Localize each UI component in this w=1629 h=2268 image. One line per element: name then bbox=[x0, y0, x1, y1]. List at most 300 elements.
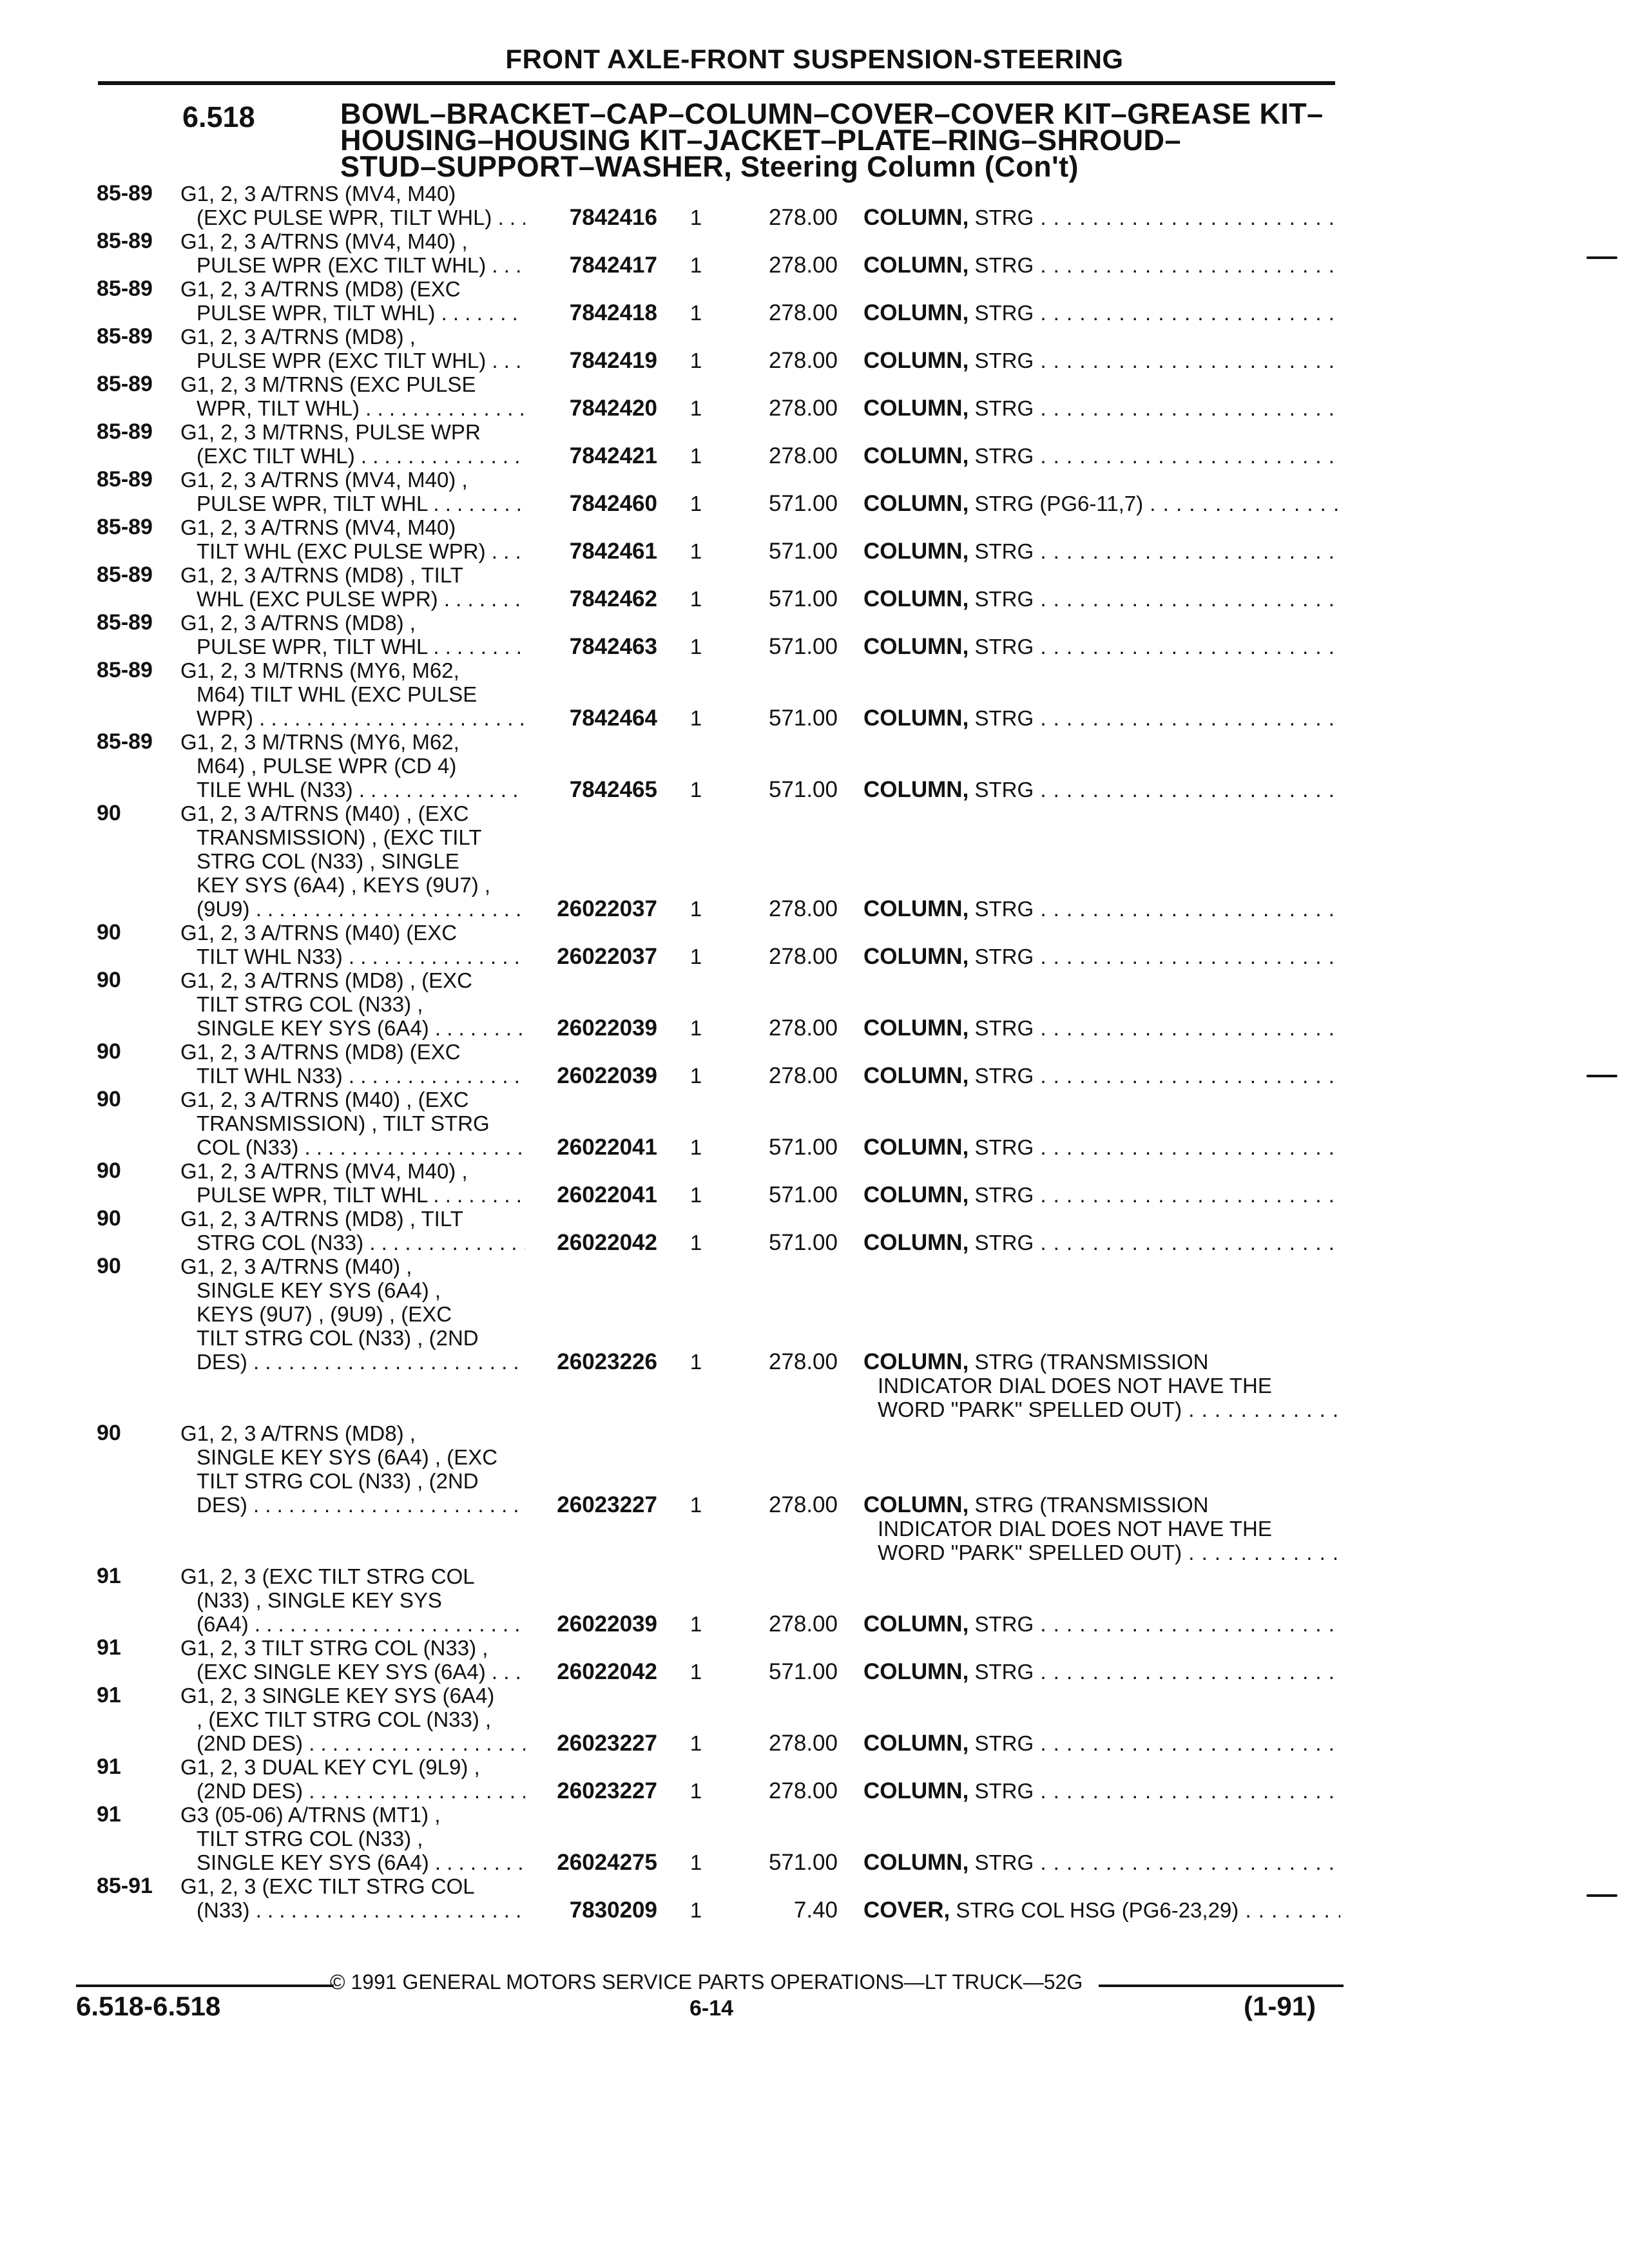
usage-line bbox=[0, 468, 1629, 492]
part-name: COLUMN, bbox=[863, 444, 969, 468]
description-line bbox=[863, 253, 1340, 277]
price: 278.00 bbox=[768, 443, 838, 468]
part-description bbox=[863, 349, 1340, 372]
quantity: 1 bbox=[689, 1016, 702, 1040]
part-description bbox=[863, 1231, 1340, 1254]
part-number: 26022037 bbox=[557, 896, 657, 921]
description-line bbox=[863, 396, 1340, 420]
usage-line bbox=[0, 802, 1629, 825]
part-name: COLUMN, bbox=[863, 253, 969, 277]
usage-text: SINGLE KEY SYS (6A4) , bbox=[197, 1278, 441, 1302]
description-line bbox=[863, 1183, 1340, 1207]
price: 571.00 bbox=[768, 777, 838, 802]
section-title-line: HOUSING–HOUSING KIT–JACKET–PLATE–RING–SHROUD– bbox=[340, 124, 1181, 157]
usage-text: (9U9) . . . bbox=[197, 897, 525, 921]
description-line bbox=[863, 1517, 1340, 1541]
price: 278.00 bbox=[768, 1778, 838, 1803]
usage-text: (2ND DES) . . . bbox=[197, 1731, 525, 1755]
description-line bbox=[863, 635, 1340, 658]
description-line bbox=[863, 1493, 1340, 1517]
description-text: STRG bbox=[974, 706, 1034, 730]
price: 278.00 bbox=[768, 205, 838, 230]
quantity: 1 bbox=[689, 635, 702, 658]
usage-line bbox=[0, 1040, 1629, 1064]
usage-line bbox=[0, 1326, 1629, 1350]
usage-line bbox=[0, 1874, 1629, 1898]
part-number: 7842460 bbox=[569, 491, 657, 516]
usage-text: DES) . . . bbox=[197, 1493, 525, 1517]
description-line bbox=[863, 539, 1340, 563]
part-name: COLUMN, bbox=[863, 897, 969, 921]
model-year: 91 bbox=[97, 1754, 121, 1779]
part-number: 26022041 bbox=[557, 1135, 657, 1160]
usage-line bbox=[0, 1803, 1629, 1827]
quantity: 1 bbox=[689, 1850, 702, 1874]
part-number: 7842465 bbox=[569, 777, 657, 802]
part-name: COLUMN, bbox=[863, 1016, 969, 1040]
part-name: COLUMN, bbox=[863, 706, 969, 730]
usage-line bbox=[0, 325, 1629, 349]
usage-text: (6A4) . . . bbox=[197, 1612, 525, 1636]
usage-text: G1, 2, 3 TILT STRG COL (N33) , bbox=[180, 1636, 488, 1660]
model-year: 85-89 bbox=[97, 181, 153, 206]
description-line bbox=[863, 1731, 1340, 1755]
usage-text: G1, 2, 3 M/TRNS (MY6, M62, bbox=[180, 730, 459, 754]
description-line bbox=[863, 1898, 1340, 1922]
part-description bbox=[863, 587, 1340, 611]
quantity: 1 bbox=[689, 1898, 702, 1922]
quantity: 1 bbox=[689, 301, 702, 325]
model-year: 90 bbox=[97, 1087, 121, 1111]
model-year: 85-89 bbox=[97, 324, 153, 349]
usage-text: (EXC SINGLE KEY SYS (6A4) . . . bbox=[197, 1660, 525, 1684]
part-name: COLUMN, bbox=[863, 1493, 969, 1517]
part-name: COLUMN, bbox=[863, 945, 969, 968]
part-entry bbox=[0, 515, 1629, 563]
part-entry bbox=[0, 182, 1629, 229]
usage-text: G3 (05-06) A/TRNS (MT1) , bbox=[180, 1803, 441, 1827]
usage-text: G1, 2, 3 A/TRNS (M40) , (EXC bbox=[180, 802, 469, 825]
section-title-line: BOWL–BRACKET–CAP–COLUMN–COVER–COVER KIT–GREASE KIT– bbox=[340, 97, 1324, 130]
part-description bbox=[863, 945, 1340, 968]
quantity: 1 bbox=[689, 1731, 702, 1755]
part-name: COLUMN, bbox=[863, 396, 969, 420]
description-line bbox=[863, 1135, 1340, 1159]
description-text: INDICATOR DIAL DOES NOT HAVE THE bbox=[878, 1517, 1272, 1541]
part-name: COLUMN, bbox=[863, 492, 969, 515]
usage-text: STRG COL (N33) , SINGLE bbox=[197, 849, 459, 873]
spacer-line bbox=[0, 1517, 1629, 1541]
usage-text: M64) , PULSE WPR (CD 4) bbox=[197, 754, 457, 778]
part-description bbox=[863, 539, 1340, 563]
section-title bbox=[340, 97, 1345, 183]
usage-text: TRANSMISSION) , (EXC TILT bbox=[197, 825, 482, 849]
part-number: 26022037 bbox=[557, 944, 657, 969]
usage-line bbox=[0, 825, 1629, 849]
description-line bbox=[863, 1350, 1340, 1374]
usage-text: G1, 2, 3 DUAL KEY CYL (9L9) , bbox=[180, 1755, 480, 1779]
usage-text: G1, 2, 3 A/TRNS (MV4, M40) bbox=[180, 182, 456, 206]
part-name: COLUMN, bbox=[863, 778, 969, 802]
part-number: 7842419 bbox=[569, 348, 657, 373]
description-line bbox=[863, 1541, 1340, 1564]
part-number: 26023226 bbox=[557, 1349, 657, 1374]
quantity: 1 bbox=[689, 897, 702, 921]
usage-text: TILT STRG COL (N33) , bbox=[197, 1827, 423, 1850]
top-rule bbox=[98, 81, 1335, 85]
usage-line bbox=[0, 1254, 1629, 1278]
description-line bbox=[863, 444, 1340, 468]
description-text: STRG bbox=[974, 1850, 1034, 1874]
usage-text: TRANSMISSION) , TILT STRG bbox=[197, 1111, 490, 1135]
part-name: COLUMN, bbox=[863, 206, 969, 229]
part-entry bbox=[0, 229, 1629, 277]
usage-line bbox=[0, 563, 1629, 587]
part-entry bbox=[0, 1874, 1629, 1922]
section-number: 6.518 bbox=[182, 101, 255, 133]
model-year: 85-89 bbox=[97, 276, 153, 301]
part-entry bbox=[0, 968, 1629, 1040]
description-line bbox=[863, 706, 1340, 730]
description-text: STRG bbox=[974, 1612, 1034, 1636]
model-year: 90 bbox=[97, 1421, 121, 1445]
quantity: 1 bbox=[689, 1612, 702, 1636]
part-description bbox=[863, 1135, 1340, 1159]
model-year: 85-89 bbox=[97, 229, 153, 253]
footer-revision: (1-91) bbox=[1244, 1991, 1316, 2021]
usage-text: COL (N33) . . . bbox=[197, 1135, 525, 1159]
quantity: 1 bbox=[689, 1231, 702, 1254]
usage-line bbox=[0, 420, 1629, 444]
part-name: COLUMN, bbox=[863, 1660, 969, 1684]
part-number: 26022039 bbox=[557, 1063, 657, 1088]
part-number: 26022042 bbox=[557, 1230, 657, 1255]
part-description bbox=[863, 301, 1340, 325]
part-number: 7842420 bbox=[569, 396, 657, 421]
model-year: 85-89 bbox=[97, 467, 153, 492]
part-number: 7842421 bbox=[569, 443, 657, 468]
description-text: STRG (PG6-11,7) bbox=[974, 492, 1144, 515]
usage-text: G1, 2, 3 A/TRNS (MD8) , bbox=[180, 325, 416, 349]
description-text: STRG bbox=[974, 945, 1034, 968]
price: 571.00 bbox=[768, 1135, 838, 1160]
description-line bbox=[863, 1850, 1340, 1874]
usage-text: G1, 2, 3 A/TRNS (MD8) (EXC bbox=[180, 277, 461, 301]
usage-line bbox=[0, 277, 1629, 301]
part-entry bbox=[0, 1421, 1629, 1564]
usage-line bbox=[0, 658, 1629, 682]
price: 278.00 bbox=[768, 1492, 838, 1517]
usage-text: G1, 2, 3 M/TRNS (EXC PULSE bbox=[180, 372, 476, 396]
price: 278.00 bbox=[768, 396, 838, 421]
quantity: 1 bbox=[689, 706, 702, 730]
description-line bbox=[863, 1374, 1340, 1398]
price: 571.00 bbox=[768, 1182, 838, 1207]
description-line bbox=[863, 1779, 1340, 1803]
description-text: STRG bbox=[974, 1731, 1034, 1755]
part-name: COLUMN, bbox=[863, 1231, 969, 1254]
usage-text: PULSE WPR, TILT WHL . . . bbox=[197, 492, 525, 515]
description-line bbox=[863, 349, 1340, 372]
description-line bbox=[863, 1016, 1340, 1040]
part-entry bbox=[0, 325, 1629, 372]
margin-tick bbox=[1586, 1075, 1617, 1077]
model-year: 90 bbox=[97, 920, 121, 945]
part-description bbox=[863, 897, 1340, 921]
usage-line bbox=[0, 515, 1629, 539]
quantity: 1 bbox=[689, 1183, 702, 1207]
part-description bbox=[863, 1898, 1340, 1922]
usage-line bbox=[0, 730, 1629, 754]
usage-line bbox=[0, 682, 1629, 706]
description-line bbox=[863, 492, 1340, 515]
part-entry bbox=[0, 1207, 1629, 1254]
usage-line bbox=[0, 1207, 1629, 1231]
part-number: 7842461 bbox=[569, 539, 657, 564]
price: 278.00 bbox=[768, 1611, 838, 1637]
part-description bbox=[863, 396, 1340, 420]
usage-text: TILT WHL N33) . . . bbox=[197, 945, 525, 968]
description-line bbox=[863, 301, 1340, 325]
description-text: WORD "PARK" SPELLED OUT) bbox=[878, 1398, 1182, 1421]
price: 571.00 bbox=[768, 634, 838, 659]
footer-section-range: 6.518-6.518 bbox=[76, 1991, 221, 2021]
model-year: 85-89 bbox=[97, 419, 153, 444]
usage-line bbox=[0, 1159, 1629, 1183]
part-description bbox=[863, 1350, 1340, 1421]
usage-text: PULSE WPR (EXC TILT WHL) . . . bbox=[197, 349, 525, 372]
part-entry bbox=[0, 563, 1629, 611]
quantity: 1 bbox=[689, 206, 702, 229]
part-description bbox=[863, 444, 1340, 468]
usage-line bbox=[0, 921, 1629, 945]
margin-tick bbox=[1586, 1894, 1617, 1897]
margin-tick bbox=[1586, 256, 1617, 259]
price: 571.00 bbox=[768, 1230, 838, 1255]
description-line bbox=[863, 897, 1340, 921]
part-entry bbox=[0, 1636, 1629, 1684]
part-name: COVER, bbox=[863, 1898, 950, 1922]
price: 571.00 bbox=[768, 706, 838, 731]
quantity: 1 bbox=[689, 253, 702, 277]
usage-text: G1, 2, 3 A/TRNS (MD8) , TILT bbox=[180, 1207, 463, 1231]
description-text: STRG bbox=[974, 778, 1034, 802]
usage-text: SINGLE KEY SYS (6A4) . . . bbox=[197, 1016, 525, 1040]
usage-text: G1, 2, 3 A/TRNS (M40) , (EXC bbox=[180, 1088, 469, 1111]
description-line bbox=[863, 778, 1340, 802]
part-number: 7842462 bbox=[569, 586, 657, 611]
description-text: STRG (TRANSMISSION bbox=[974, 1350, 1209, 1374]
model-year: 85-89 bbox=[97, 610, 153, 635]
usage-text: PULSE WPR, TILT WHL . . . bbox=[197, 1183, 525, 1207]
description-text: STRG bbox=[974, 897, 1034, 921]
model-year: 85-89 bbox=[97, 372, 153, 396]
price: 571.00 bbox=[768, 1659, 838, 1684]
usage-text: G1, 2, 3 A/TRNS (MD8) , bbox=[180, 1421, 416, 1445]
quantity: 1 bbox=[689, 778, 702, 802]
usage-text: G1, 2, 3 A/TRNS (MV4, M40) , bbox=[180, 468, 468, 492]
part-description bbox=[863, 1660, 1340, 1684]
usage-text: KEYS (9U7) , (9U9) , (EXC bbox=[197, 1302, 452, 1326]
quantity: 1 bbox=[689, 945, 702, 968]
usage-text: G1, 2, 3 A/TRNS (MD8) (EXC bbox=[180, 1040, 461, 1064]
part-number: 26024275 bbox=[557, 1850, 657, 1875]
usage-text: G1, 2, 3 A/TRNS (MV4, M40) , bbox=[180, 1159, 468, 1183]
usage-text: TILT STRG COL (N33) , (2ND bbox=[197, 1326, 479, 1350]
model-year: 90 bbox=[97, 1206, 121, 1231]
price: 278.00 bbox=[768, 1731, 838, 1756]
usage-text: G1, 2, 3 A/TRNS (MD8) , bbox=[180, 611, 416, 635]
usage-line bbox=[0, 611, 1629, 635]
part-number: 26022041 bbox=[557, 1182, 657, 1207]
part-description bbox=[863, 635, 1340, 658]
description-text: STRG (TRANSMISSION bbox=[974, 1493, 1209, 1517]
model-year: 85-89 bbox=[97, 515, 153, 539]
model-year: 85-91 bbox=[97, 1874, 153, 1898]
section-title-line: STUD–SUPPORT–WASHER, Steering Column (Con't) bbox=[340, 150, 1079, 183]
price: 278.00 bbox=[768, 1063, 838, 1088]
part-entry bbox=[0, 1040, 1629, 1088]
description-text: STRG bbox=[974, 206, 1034, 229]
part-name: COLUMN, bbox=[863, 635, 969, 658]
part-number: 7842416 bbox=[569, 205, 657, 230]
quantity: 1 bbox=[689, 1135, 702, 1159]
part-description bbox=[863, 1779, 1340, 1803]
description-text: STRG bbox=[974, 1779, 1034, 1803]
spacer-line bbox=[0, 1541, 1629, 1564]
description-line bbox=[863, 945, 1340, 968]
usage-text: G1, 2, 3 A/TRNS (M40) , bbox=[180, 1254, 412, 1278]
description-text: STRG bbox=[974, 1135, 1034, 1159]
description-text: STRG bbox=[974, 587, 1034, 611]
price: 278.00 bbox=[768, 896, 838, 921]
usage-text: G1, 2, 3 A/TRNS (MV4, M40) bbox=[180, 515, 456, 539]
description-text: STRG bbox=[974, 444, 1034, 468]
model-year: 91 bbox=[97, 1564, 121, 1588]
parts-list bbox=[0, 182, 1629, 1922]
part-entry bbox=[0, 1684, 1629, 1755]
part-description bbox=[863, 1016, 1340, 1040]
description-text: STRG bbox=[974, 1064, 1034, 1088]
usage-text: SINGLE KEY SYS (6A4) . . . bbox=[197, 1850, 525, 1874]
part-name: COLUMN, bbox=[863, 301, 969, 325]
usage-line bbox=[0, 182, 1629, 206]
usage-text: G1, 2, 3 A/TRNS (M40) (EXC bbox=[180, 921, 458, 945]
part-description bbox=[863, 1850, 1340, 1874]
part-entry bbox=[0, 730, 1629, 802]
part-description bbox=[863, 492, 1340, 515]
part-name: COLUMN, bbox=[863, 1183, 969, 1207]
description-text: STRG COL HSG (PG6-23,29) bbox=[956, 1898, 1239, 1922]
usage-text: PULSE WPR (EXC TILT WHL) . . . bbox=[197, 253, 525, 277]
usage-text: (2ND DES) . . . bbox=[197, 1779, 525, 1803]
quantity: 1 bbox=[689, 1064, 702, 1088]
usage-line bbox=[0, 1707, 1629, 1731]
quantity: 1 bbox=[689, 587, 702, 611]
price: 571.00 bbox=[768, 491, 838, 516]
usage-line bbox=[0, 1684, 1629, 1707]
quantity: 1 bbox=[689, 539, 702, 563]
usage-text: G1, 2, 3 A/TRNS (MV4, M40) , bbox=[180, 229, 468, 253]
usage-text: TILT WHL (EXC PULSE WPR) . . . bbox=[197, 539, 525, 563]
usage-text: G1, 2, 3 A/TRNS (MD8) , TILT bbox=[180, 563, 463, 587]
model-year: 91 bbox=[97, 1635, 121, 1660]
part-number: 26022039 bbox=[557, 1611, 657, 1637]
usage-line bbox=[0, 229, 1629, 253]
model-year: 91 bbox=[97, 1802, 121, 1827]
usage-text: TILT WHL N33) . . . bbox=[197, 1064, 525, 1088]
part-name: COLUMN, bbox=[863, 539, 969, 563]
usage-text: , (EXC TILT STRG COL (N33) , bbox=[197, 1707, 492, 1731]
price: 571.00 bbox=[768, 586, 838, 611]
part-number: 7842464 bbox=[569, 706, 657, 731]
description-line bbox=[863, 1231, 1340, 1254]
usage-text: G1, 2, 3 A/TRNS (MD8) , (EXC bbox=[180, 968, 472, 992]
part-description bbox=[863, 1064, 1340, 1088]
price: 278.00 bbox=[768, 1015, 838, 1041]
quantity: 1 bbox=[689, 1779, 702, 1803]
part-number: 26023227 bbox=[557, 1492, 657, 1517]
usage-text: (N33) , SINGLE KEY SYS bbox=[197, 1588, 442, 1612]
description-text: STRG bbox=[974, 396, 1034, 420]
description-text: WORD "PARK" SPELLED OUT) bbox=[878, 1541, 1182, 1564]
description-text: STRG bbox=[974, 635, 1034, 658]
part-name: COLUMN, bbox=[863, 1731, 969, 1755]
part-description bbox=[863, 706, 1340, 730]
usage-line bbox=[0, 1278, 1629, 1302]
model-year: 91 bbox=[97, 1683, 121, 1707]
usage-line bbox=[0, 1564, 1629, 1588]
part-entry bbox=[0, 611, 1629, 658]
description-text: STRG bbox=[974, 539, 1034, 563]
model-year: 90 bbox=[97, 968, 121, 992]
part-name: COLUMN, bbox=[863, 587, 969, 611]
usage-text: (EXC TILT WHL) . . . bbox=[197, 444, 525, 468]
part-name: COLUMN, bbox=[863, 1779, 969, 1803]
part-entry bbox=[0, 1088, 1629, 1159]
usage-line bbox=[0, 1469, 1629, 1493]
usage-text: DES) . . . bbox=[197, 1350, 525, 1374]
usage-text: TILT STRG COL (N33) , bbox=[197, 992, 423, 1016]
spacer-line bbox=[0, 1374, 1629, 1398]
part-number: 7842418 bbox=[569, 300, 657, 325]
price: 571.00 bbox=[768, 1850, 838, 1875]
part-description bbox=[863, 778, 1340, 802]
part-entry bbox=[0, 420, 1629, 468]
usage-text: STRG COL (N33) . . . bbox=[197, 1231, 525, 1254]
usage-text: KEY SYS (6A4) , KEYS (9U7) , bbox=[197, 873, 491, 897]
usage-line bbox=[0, 992, 1629, 1016]
usage-line bbox=[0, 1421, 1629, 1445]
usage-line bbox=[0, 968, 1629, 992]
usage-line bbox=[0, 1302, 1629, 1326]
usage-line bbox=[0, 1755, 1629, 1779]
description-line bbox=[863, 206, 1340, 229]
usage-line bbox=[0, 1445, 1629, 1469]
quantity: 1 bbox=[689, 1660, 702, 1684]
usage-text: (EXC PULSE WPR, TILT WHL) . . . bbox=[197, 206, 525, 229]
description-text: STRG bbox=[974, 301, 1034, 325]
description-text: STRG bbox=[974, 1231, 1034, 1254]
usage-text: G1, 2, 3 (EXC TILT STRG COL bbox=[180, 1874, 475, 1898]
usage-line bbox=[0, 1827, 1629, 1850]
usage-text: G1, 2, 3 SINGLE KEY SYS (6A4) bbox=[180, 1684, 495, 1707]
part-entry bbox=[0, 468, 1629, 515]
part-description bbox=[863, 1731, 1340, 1755]
quantity: 1 bbox=[689, 444, 702, 468]
price: 278.00 bbox=[768, 300, 838, 325]
footer-page-number: 6-14 bbox=[689, 1996, 734, 2021]
